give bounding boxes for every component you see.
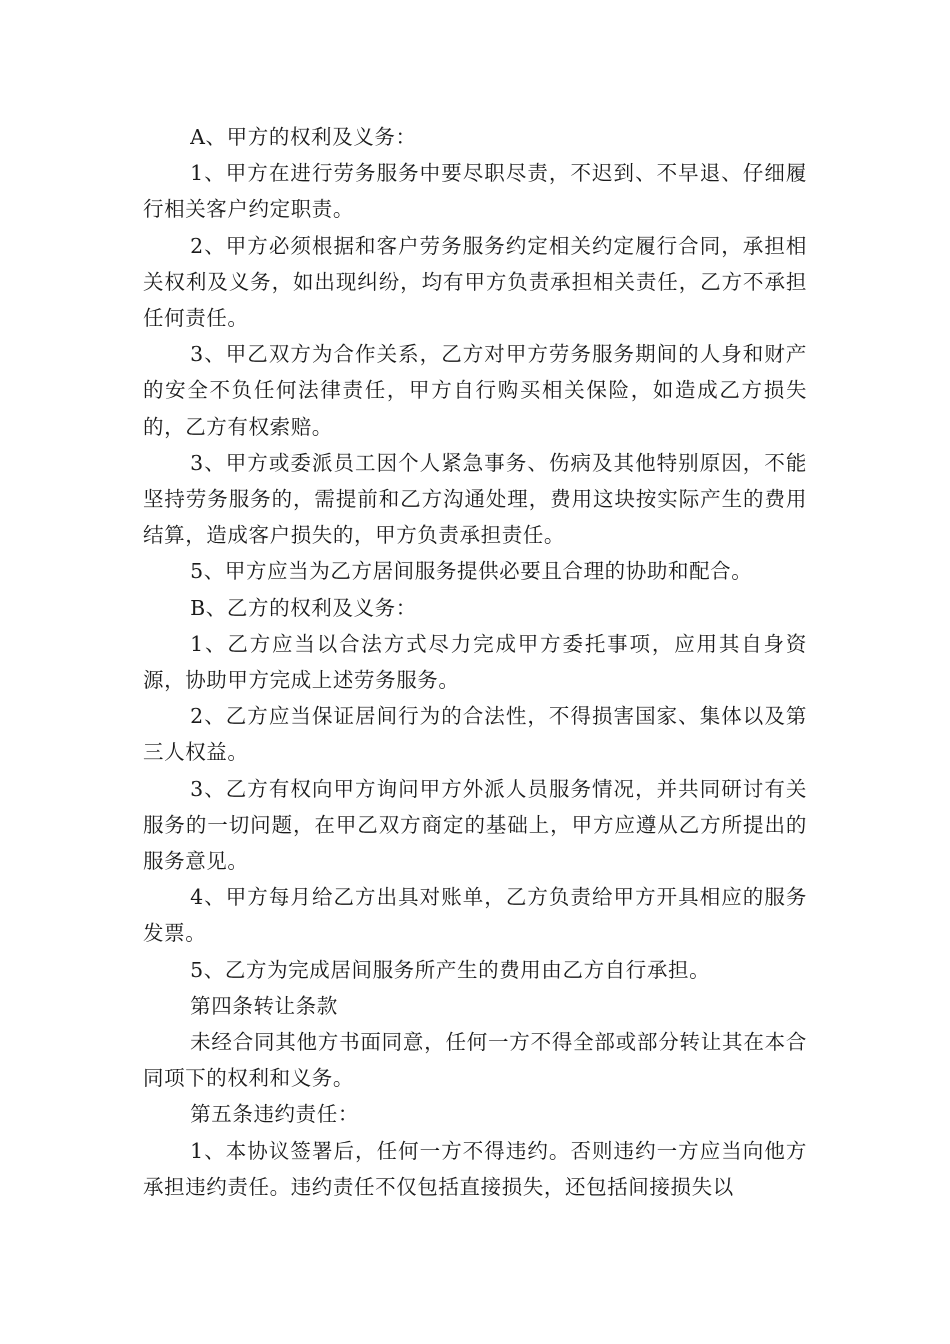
paragraph: 2、甲方必须根据和客户劳务服务约定相关约定履行合同，承担相关权利及义务，如出现纠纷，均有甲方负责承担相关责任，乙方不承担任何责任。 [143,233,807,331]
paragraph: 3、甲乙双方为合作关系，乙方对甲方劳务服务期间的人身和财产的安全不负任何法律责任，甲方自行购买相关保险，如造成乙方损失的，乙方有权索赔。 [143,342,807,439]
paragraph: 2、乙方应当保证居间行为的合法性，不得损害国家、集体以及第三人权益。 [143,704,807,765]
paragraph: 1、乙方应当以合法方式尽力完成甲方委托事项，应用其自身资源，协助甲方完成上述劳务服务。 [143,631,807,693]
article-5-heading: 第五条违约责任： [190,1102,359,1127]
paragraph: 4、甲方每月给乙方出具对账单，乙方负责给甲方开具相应的服务发票。 [143,885,807,946]
paragraph: 1、甲方在进行劳务服务中要尽职尽责，不迟到、不早退、仔细履行相关客户约定职责。 [143,161,807,222]
paragraph: 未经合同其他方书面同意，任何一方不得全部或部分转让其在本合同项下的权利和义务。 [143,1030,807,1091]
paragraph: 3、甲方或委派员工因个人紧急事务、伤病及其他特别原因，不能坚持劳务服务的，需提前和乙方沟通处理，费用这块按实际产生的费用结算，造成客户损失的，甲方负责承担责任。 [143,450,807,548]
section-a-heading: A、甲方的权利及义务： [190,125,417,149]
section-b-heading: B、乙方的权利及义务： [190,595,417,620]
document-body [143,119,807,1205]
paragraph: 5、甲方应当为乙方居间服务提供必要且合理的协助和配合。 [190,559,753,584]
article-4-heading: 第四条转让条款 [190,993,338,1018]
paragraph: 5、乙方为完成居间服务所产生的费用由乙方自行承担。 [190,957,711,982]
paragraph: 1、本协议签署后，任何一方不得违约。否则违约一方应当向他方承担违约责任。违约责任不仅包括直接损失，还包括间接损失以 [143,1138,807,1199]
paragraph: 3、乙方有权向甲方询问甲方外派人员服务情况，并共同研讨有关服务的一切问题，在甲乙双方商定的基础上，甲方应遵从乙方所提出的服务意见。 [143,776,807,874]
